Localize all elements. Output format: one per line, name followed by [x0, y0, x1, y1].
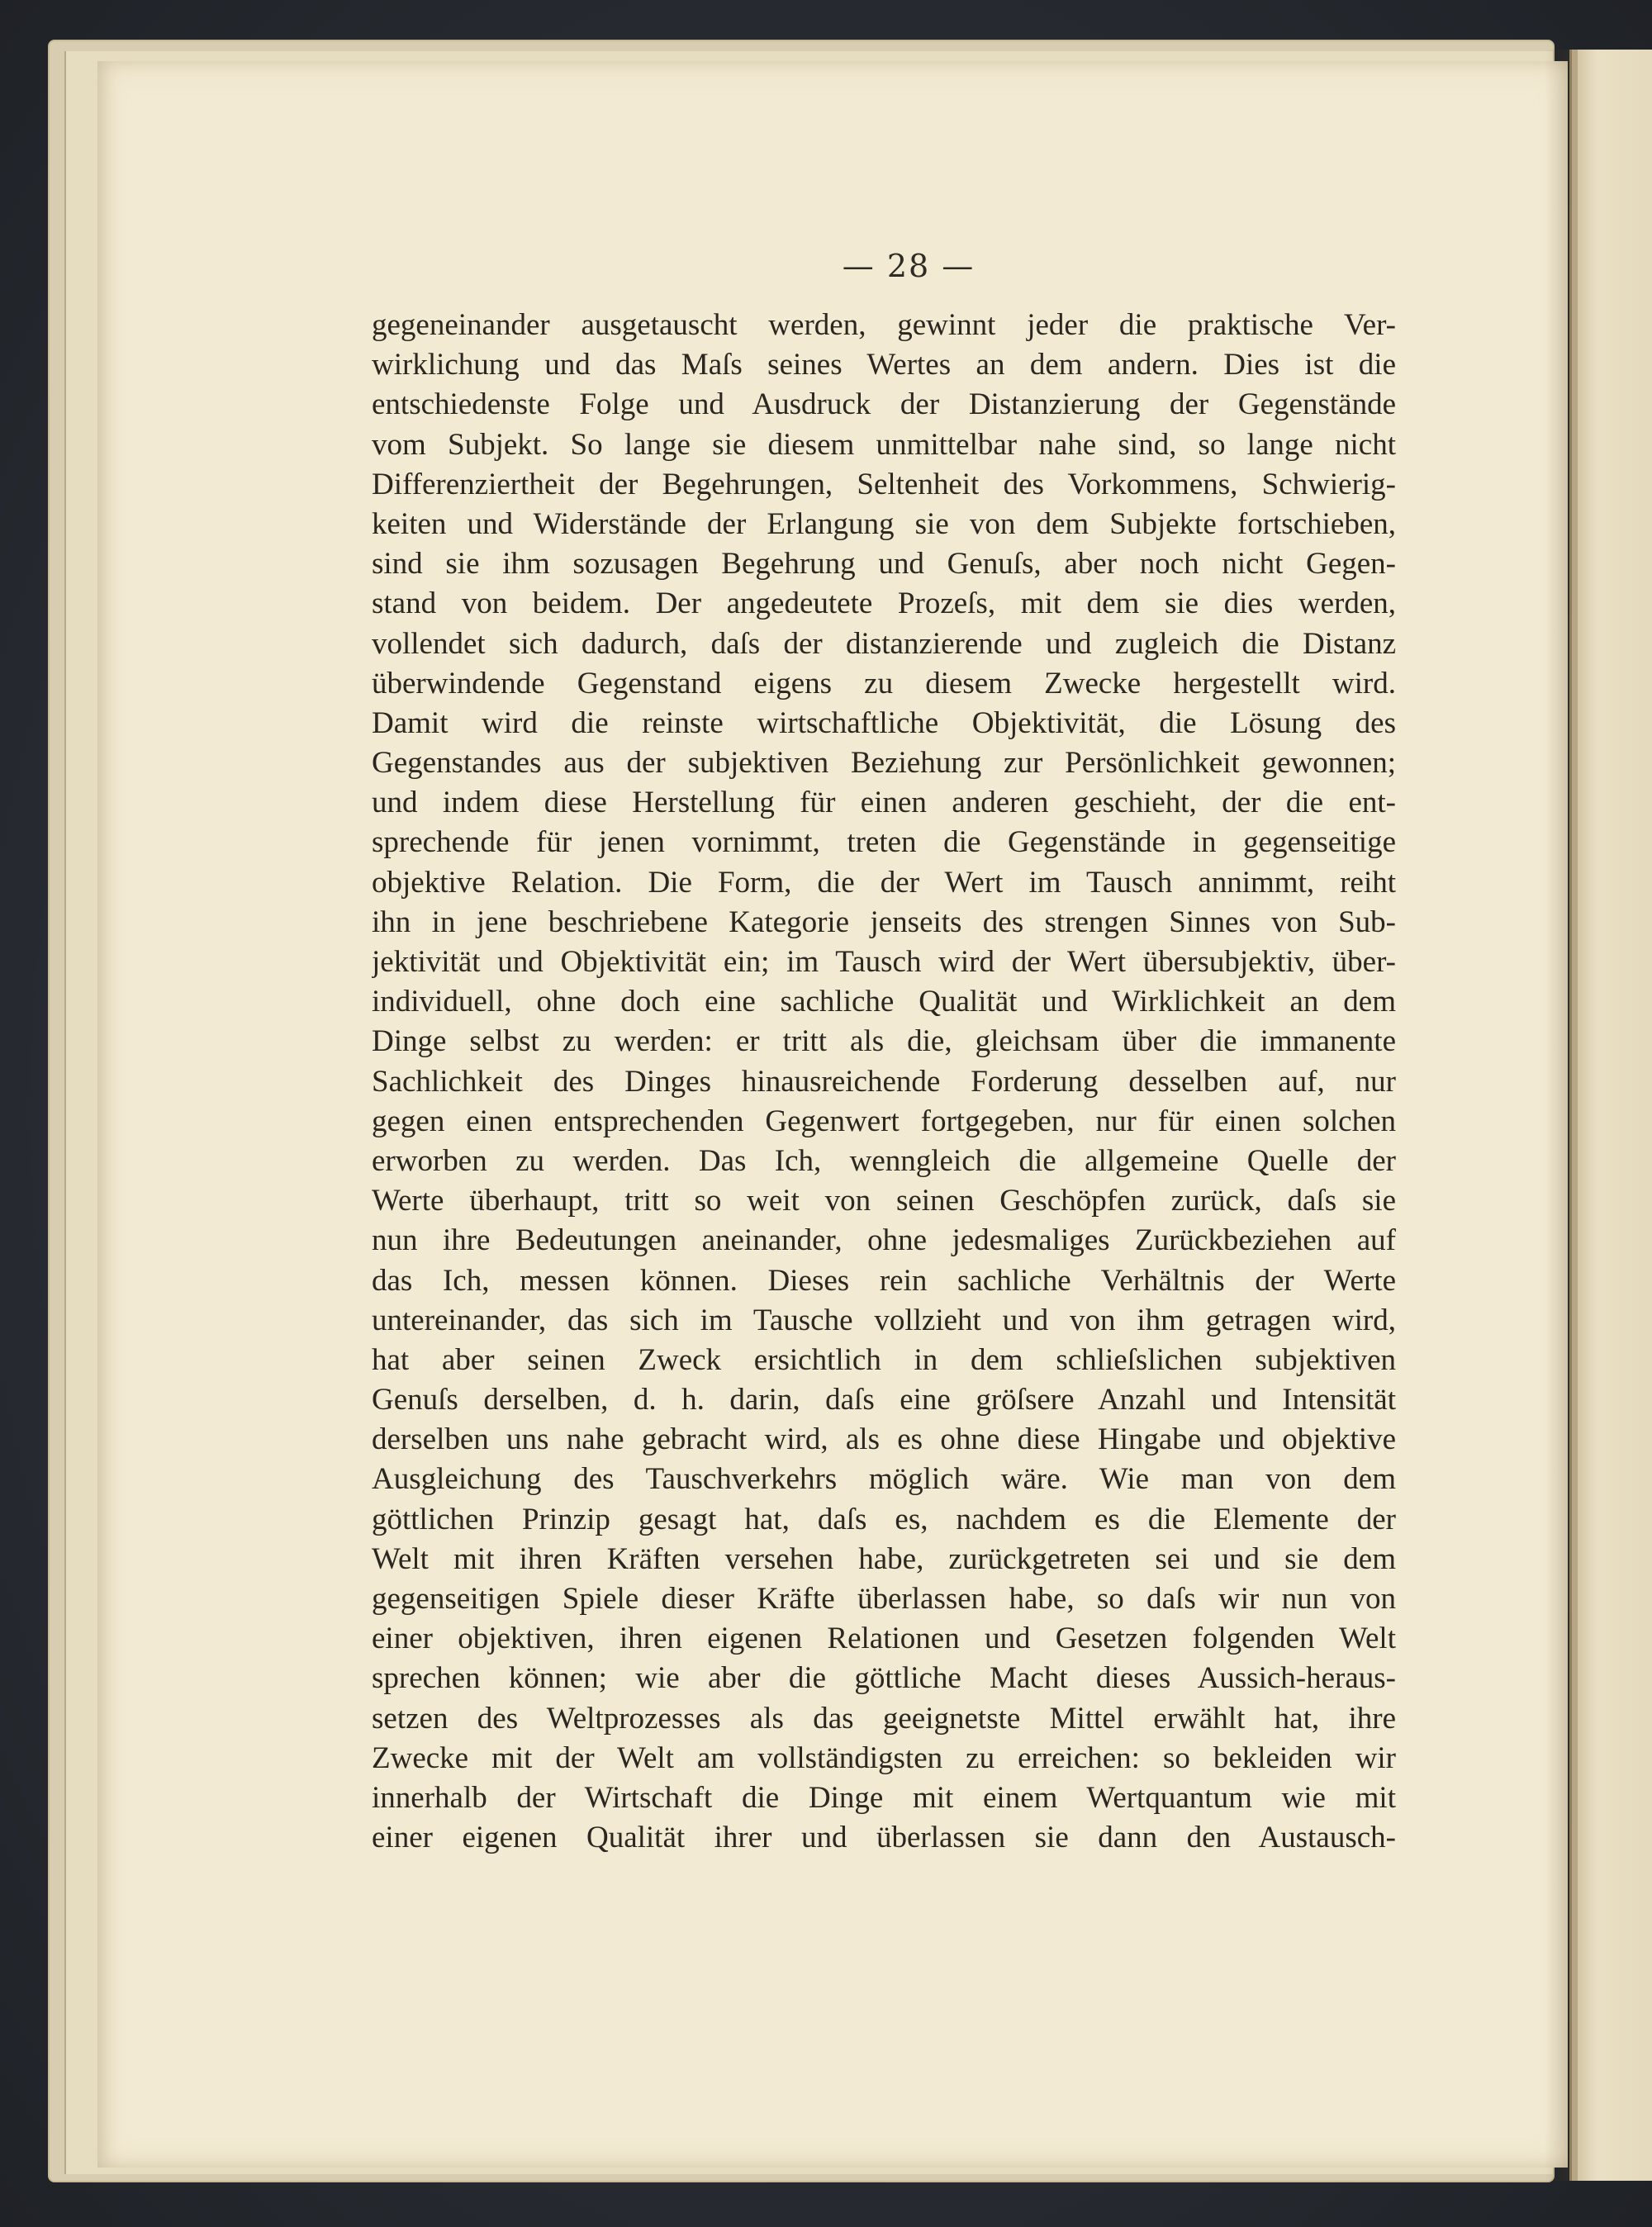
text-line: innerhalb der Wirtschaft die Dinge mit einem Wertquantum wie mit: [372, 1780, 1396, 1815]
text-line: setzen des Weltprozesses als das geeignetste Mittel erwählt hat, ihre: [372, 1701, 1396, 1736]
text-line: gegen einen entsprechenden Gegenwert fortgegeben, nur für einen solchen: [372, 1104, 1396, 1138]
text-line: Differenziertheit der Begehrungen, Seltenheit des Vorkommens, Schwierig-: [372, 467, 1396, 501]
text-line: jektivität und Objektivität ein; im Tausch wird der Wert übersubjektiv, über-: [372, 945, 1396, 979]
text-line: gegeneinander ausgetauscht werden, gewinnt jeder die praktische Ver-: [372, 308, 1396, 342]
text-line: Dinge selbst zu werden: er tritt als die, gleichsam über die immanente: [372, 1024, 1396, 1059]
text-line: wirklichung und das Maſs seines Wertes an dem andern. Dies ist die: [372, 348, 1396, 382]
text-line: vollendet sich dadurch, daſs der distanzierende und zugleich die Distanz: [372, 626, 1396, 661]
text-line: individuell, ohne doch eine sachliche Qualität und Wirklichkeit an dem: [372, 985, 1396, 1019]
text-line: Ausgleichung des Tauschverkehrs möglich wäre. Wie man von dem: [372, 1462, 1396, 1497]
text-line: überwindende Gegenstand eigens zu diesem Zwecke hergestellt wird.: [372, 666, 1396, 700]
text-line: sprechende für jenen vornimmt, treten die Gegenstände in gegenseitige: [372, 825, 1396, 860]
text-line: hat aber seinen Zweck ersichtlich in dem schlieſslichen subjektiven: [372, 1342, 1396, 1377]
text-line: das Ich, messen können. Dieses rein sachliche Verhältnis der Werte: [372, 1263, 1396, 1298]
text-line: keiten und Widerstände der Erlangung sie von dem Subjekte fortschieben,: [372, 506, 1396, 541]
text-line: ihn in jene beschriebene Kategorie jenseits des strengen Sinnes von Sub-: [372, 905, 1396, 939]
text-line: und indem diese Herstellung für einen anderen geschieht, der die ent-: [372, 786, 1396, 820]
text-line: objektive Relation. Die Form, die der Wert im Tausch annimmt, reiht: [372, 865, 1396, 900]
text-line: derselben uns nahe gebracht wird, als es ohne diese Hingabe und objektive: [372, 1422, 1396, 1457]
text-line: nun ihre Bedeutungen aneinander, ohne jedesmaliges Zurückbeziehen auf: [372, 1223, 1396, 1258]
text-line: Zwecke mit der Welt am vollständigsten zu erreichen: so bekleiden wir: [372, 1740, 1396, 1775]
text-line: untereinander, das sich im Tausche vollzieht und von ihm getragen wird,: [372, 1303, 1396, 1337]
spine-shadow: [1545, 50, 1578, 2181]
text-line: sprechen können; wie aber die göttliche Macht dieses Aussich-heraus-: [372, 1661, 1396, 1696]
text-line: Damit wird die reinste wirtschaftliche Objektivität, die Lösung des: [372, 705, 1396, 740]
page-number: — 28 —: [842, 248, 976, 284]
text-line: einer objektiven, ihren eigenen Relationen und Gesetzen folgenden Welt: [372, 1622, 1396, 1656]
text-line: entschiedenste Folge und Ausdruck der Distanzierung der Gegenstände: [372, 387, 1396, 422]
text-line: gegenseitigen Spiele dieser Kräfte überlassen habe, so daſs wir nun von: [372, 1582, 1396, 1616]
body-text: [372, 306, 1396, 1858]
text-line: göttlichen Prinzip gesagt hat, daſs es, nachdem es die Elemente der: [372, 1502, 1396, 1536]
text-line: Gegenstandes aus der subjektiven Beziehung zur Persönlichkeit gewonnen;: [372, 746, 1396, 781]
text-line: erworben zu werden. Das Ich, wenngleich die allgemeine Quelle der: [372, 1143, 1396, 1178]
text-line: vom Subjekt. So lange sie diesem unmittelbar nahe sind, so lange nicht: [372, 427, 1396, 462]
text-line: Werte überhaupt, tritt so weit von seinen Geschöpfen zurück, daſs sie: [372, 1184, 1396, 1218]
facing-page-edge: [1569, 50, 1652, 2181]
text-line: Welt mit ihren Kräften versehen habe, zurückgetreten sei und sie dem: [372, 1541, 1396, 1576]
text-line: sind sie ihm sozusagen Begehrung und Genuſs, aber noch nicht Gegen-: [372, 547, 1396, 582]
text-line: einer eigenen Qualität ihrer und überlassen sie dann den Austausch-: [372, 1821, 1396, 1855]
text-line: Sachlichkeit des Dinges hinausreichende Forderung desselben auf, nur: [372, 1064, 1396, 1099]
text-line: Genuſs derselben, d. h. darin, daſs eine gröſsere Anzahl und Intensität: [372, 1383, 1396, 1417]
text-line: stand von beidem. Der angedeutete Prozeſs, mit dem sie dies werden,: [372, 586, 1396, 621]
